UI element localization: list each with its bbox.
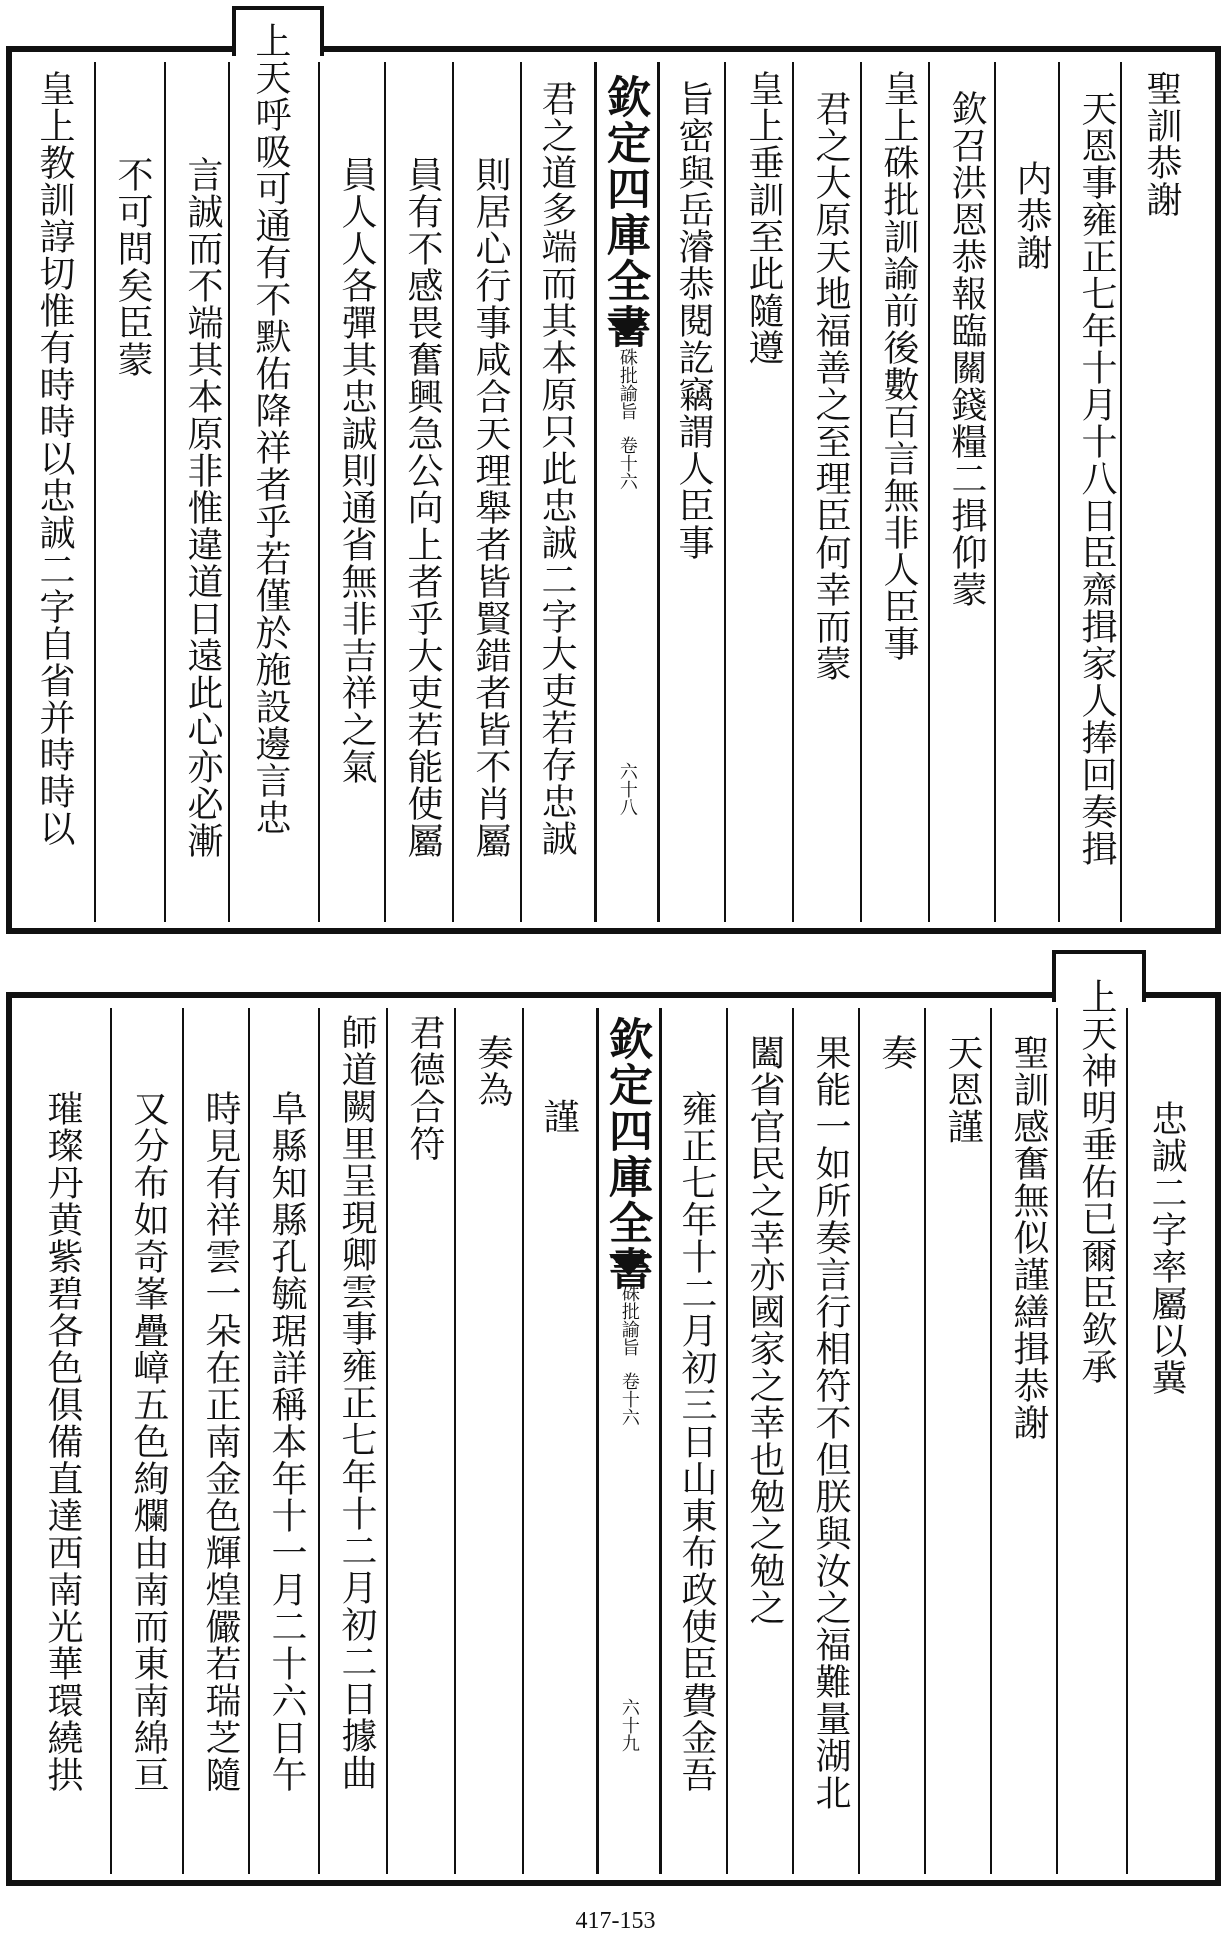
page-bottom [0, 940, 1231, 1900]
fold-book-title: 硃批諭旨 [616, 348, 638, 420]
column-rule [248, 1008, 250, 1874]
fold-page-number: 六十八 [616, 762, 638, 816]
column-rule [454, 1008, 456, 1874]
column-rule [94, 62, 96, 922]
text-column: 果能一如所奏言行相符不但朕與汝之福難量湖北 [810, 1034, 851, 1811]
column-rule [452, 62, 454, 922]
column-rule [228, 62, 230, 922]
text-column: 不可問矣臣蒙 [112, 156, 153, 378]
column-rule [318, 1008, 320, 1874]
text-column: 雍正七年十二月初三日山東布政使臣費金吾 [676, 1090, 717, 1793]
column-rule [724, 62, 726, 922]
column-rule [928, 62, 930, 922]
page-top [0, 0, 1231, 940]
column-rule [182, 1008, 184, 1874]
text-column: 奏為 [472, 1034, 513, 1108]
text-column: 時見有祥雲一朵在正南金色輝煌儼若瑞芝隨 [200, 1090, 241, 1793]
column-rule [792, 1008, 794, 1874]
column-rule [1058, 62, 1060, 922]
column-rule [522, 1008, 524, 1874]
column-rule [858, 1008, 860, 1874]
text-column: 奏 [876, 1034, 917, 1071]
text-column: 員人人各彈其忠誠則通省無非吉祥之氣 [336, 156, 377, 785]
fold-juan: 卷十六 [616, 436, 638, 490]
text-column: 上天呼吸可通有不默佑降祥者乎若僅於施設邊言忠 [250, 22, 291, 836]
column-rule [1120, 62, 1122, 922]
text-column: 上天神明垂佑已爾臣欽承 [1076, 978, 1117, 1385]
text-column: 内恭謝 [1011, 160, 1052, 271]
text-column: 則居心行事咸合天理舉者皆賢錯者皆不肖屬 [470, 156, 511, 859]
text-column: 君之道多端而其本原只此忠誠二字大吏若存忠誠 [536, 80, 577, 857]
fishtail-mark [609, 1254, 649, 1276]
page-footer-number: 417-153 [575, 1908, 656, 1934]
column-rule [164, 62, 166, 922]
column-rule [386, 1008, 388, 1874]
column-rule [318, 62, 320, 922]
column-rule [726, 1008, 728, 1874]
text-column: 又分布如奇峯疊嶂五色絢爛由南而東南綿亘 [128, 1090, 169, 1793]
column-rule [110, 1008, 112, 1874]
text-column: 師道闕里呈現卿雲事雍正七年十二月初二日據曲 [336, 1014, 377, 1791]
text-column: 阜縣知縣孔毓琚詳稱本年十一月二十六日午 [266, 1090, 307, 1793]
fold-juan: 卷十六 [618, 1372, 640, 1426]
text-column: 天恩謹 [942, 1034, 983, 1145]
text-column: 欽召洪恩恭報臨關錢糧二揖仰蒙 [946, 90, 987, 608]
fishtail-mark [607, 318, 647, 340]
fold-page-number: 六十九 [618, 1698, 640, 1752]
text-column: 皇上硃批訓諭前後數百言無非人臣事 [878, 70, 919, 662]
text-column: 皇上垂訓至此隨遵 [743, 70, 784, 366]
text-column: 君德合符 [404, 1014, 445, 1162]
column-rule [384, 62, 386, 922]
column-rule [1126, 1008, 1128, 1874]
text-column: 言誠而不端其本原非惟違道日遠此心亦必漸 [182, 156, 223, 859]
column-rule [994, 62, 996, 922]
text-column: 員有不感畏奮興急公向上者乎大吏若能使屬 [402, 156, 443, 859]
column-rule [792, 62, 794, 922]
text-column: 君之大原天地福善之至理臣何幸而蒙 [810, 90, 851, 682]
fold-book-title: 硃批諭旨 [618, 1284, 640, 1356]
text-column: 旨密與岳濬恭閱訖竊謂人臣事 [673, 80, 714, 561]
text-column: 天恩事雍正七年十月十八日臣齋揖家人捧回奏揖 [1076, 90, 1117, 867]
fold-title: 欽定四庫全書 [601, 1016, 652, 1292]
column-rule [1056, 1008, 1058, 1874]
column-rule [990, 1008, 992, 1874]
column-rule [520, 62, 522, 922]
text-column: 璀璨丹黄紫碧各色俱備直達西南光華環繞拱 [42, 1090, 83, 1793]
fold-title: 欽定四庫全書 [599, 74, 650, 350]
text-column: 闔省官民之幸亦國家之幸也勉之勉之 [744, 1034, 785, 1626]
text-column: 謹 [538, 1098, 579, 1135]
text-column: 聖訓恭謝 [1141, 70, 1182, 218]
text-column: 聖訓感奮無似謹繕揖恭謝 [1008, 1034, 1049, 1441]
column-rule [924, 1008, 926, 1874]
column-rule [860, 62, 862, 922]
text-column: 忠誠二字率屬以冀 [1146, 1100, 1187, 1396]
text-column: 皇上教訓諄切惟有時時以忠誠二字自省并時時以 [34, 70, 75, 847]
